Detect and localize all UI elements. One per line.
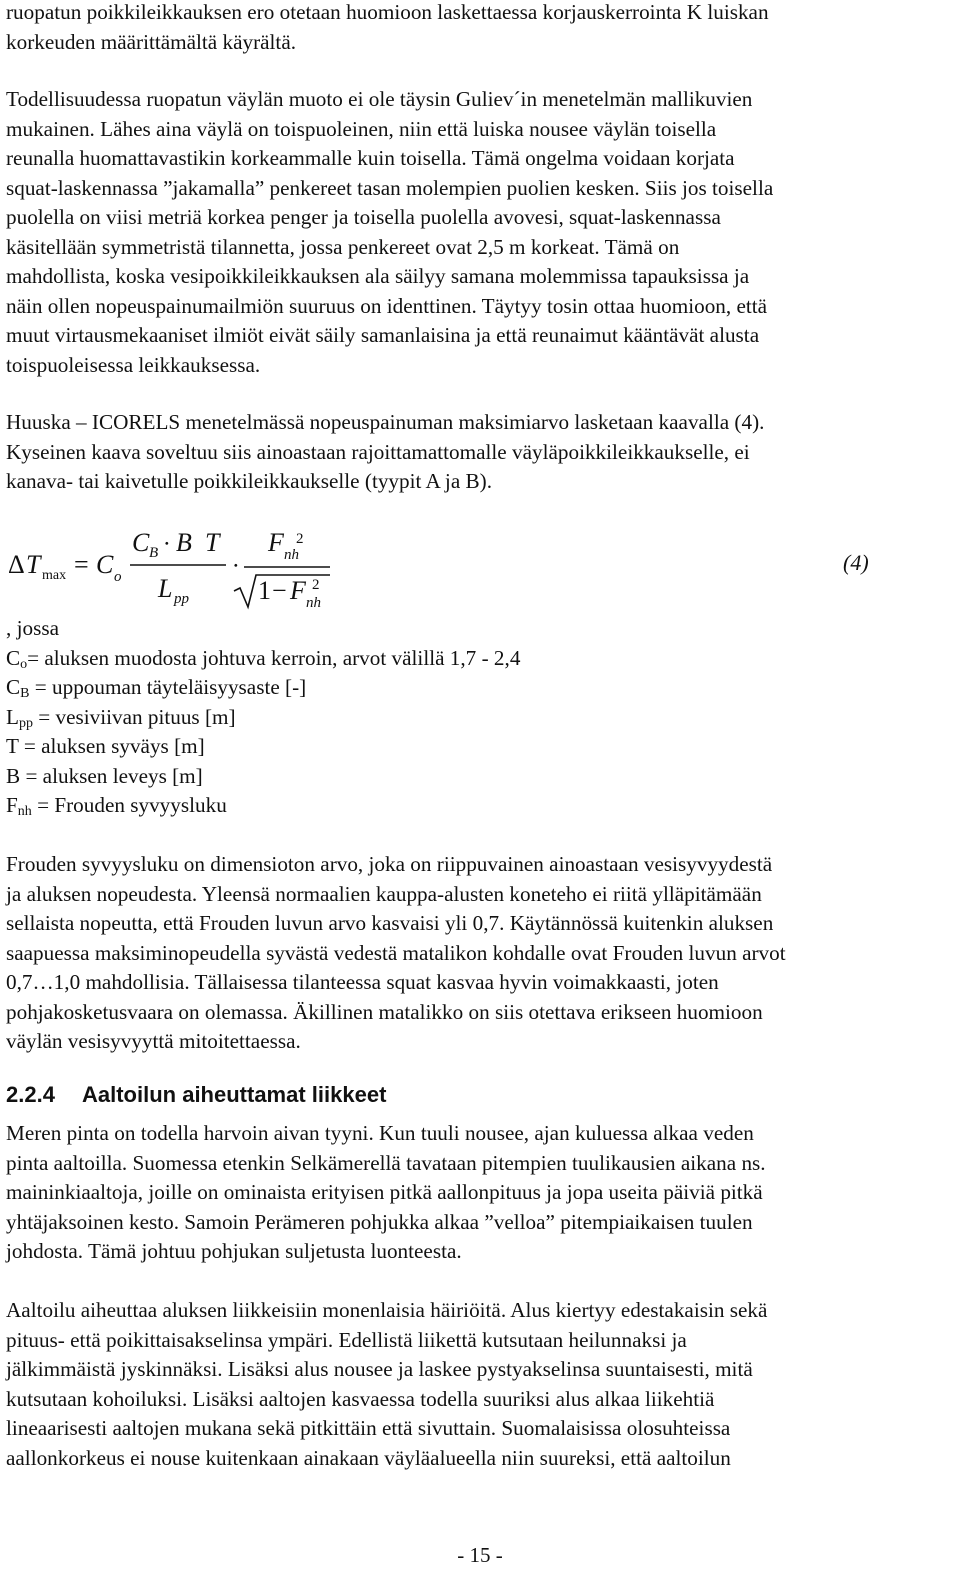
- text-line: Aaltoilu aiheuttaa aluksen liikkeisiin monenlaisia häiriöitä. Alus kiertyy edestakaisin sekä: [6, 1298, 768, 1322]
- text-line: ja aluksen nopeudesta. Yleensä normaalien kauppa-alusten koneteho ei riitä ylläpitämään: [6, 881, 762, 906]
- text-line: yhtäjaksoinen kesto. Samoin Perämeren pohjukka alkaa ”velloa” pitempiaikaisen tuulen: [6, 1209, 753, 1234]
- text-line: kanava- tai kaivetulle poikkileikkaukselle (tyypit A ja B).: [6, 469, 493, 493]
- text-line: maininkiaaltoja, joille on ominaista erityisen pitkä aallonpituus ja jopa useita päiviä pitkä: [6, 1180, 763, 1204]
- equation-number: (4): [843, 550, 869, 575]
- paragraph-correction-factor: [6, 0, 952, 57]
- formula-den2-one: 1: [258, 576, 271, 605]
- text-line: väylän vesisyvyyttä mitoitettaessa.: [6, 1029, 301, 1053]
- text-line: Kyseinen kaava soveltuu siis ainoastaan rajoittamattomalle väyläpoikkileikkaukselle, ei: [6, 439, 750, 464]
- text-line: sellaista nopeutta, että Frouden luvun arvo kasvaisi yli 0,7. Käytännössä kuitenkin aluksen: [6, 911, 774, 935]
- text-line: käsitellään symmetristä tilannetta, jossa penkereet ovat 2,5 m korkeat. Tämä on: [6, 234, 680, 259]
- formula-coef: C: [96, 550, 114, 579]
- text-line: kutsutaan kohoiluksi. Lisäksi aaltojen kasvaessa todella suuriksi alus alkaa liikehtiä: [6, 1386, 715, 1411]
- variable-definitions: [6, 614, 520, 821]
- formula-num1-b: B: [176, 528, 192, 557]
- formula-den2-minus: −: [272, 576, 287, 605]
- formula-num2-sub: nh: [284, 547, 299, 563]
- section-heading: [6, 1080, 386, 1110]
- text-line: muut virtausmekaaniset ilmiöt eivät säily samanlaisina ja että reunaimut kääntävät alusta: [6, 323, 760, 347]
- formula-den1: L: [158, 574, 173, 603]
- text-line: mukainen. Lähes aina väylä on toispuoleinen, niin että luiska nousee väylän toisella: [6, 116, 717, 141]
- text-line: pinta aaltoilla. Suomessa etenkin Selkämerellä tavataan pitempien tuulikausien aikana ns.: [6, 1150, 766, 1175]
- definition-item: $C_B$ = uppouman täyteläisyysaste [-]: [6, 675, 307, 701]
- formula-num1-c: C: [132, 528, 150, 557]
- formula-num1-dot: ⋅: [163, 531, 171, 556]
- text-line: toispuoleisessa leikkauksessa.: [6, 352, 261, 377]
- paragraph-ship-motions: [6, 1296, 952, 1473]
- text-line: Huuska – ICORELS menetelmässä nopeuspainuman maksimiarvo lasketaan kaavalla (4).: [6, 410, 765, 434]
- definitions-intro: , jossa: [6, 616, 59, 640]
- text-line: jälkimmäistä jyskinnäksi. Lisäksi alus nousee ja laskee pystyakselinsa suuntaisesti, mitä: [6, 1357, 753, 1381]
- text-line: pituus- että poikittaisakselinsa ympäri. Edellistä liikettä kutsutaan heilunnaksi ja: [6, 1327, 687, 1352]
- text-line: näin ollen nopeuspainumailmiön suuruus on identtinen. Täytyy tosin ottaa huomioon, että: [6, 293, 768, 318]
- text-line: aallonkorkeus ei nouse kuitenkaan ainakaan väyläalueella niin suureksi, että aaltoilun: [6, 1445, 731, 1470]
- text-line: reunalla huomattavastikin korkeammalle kuin toisella. Tämä ongelma voidaan korjata: [6, 146, 735, 170]
- text-line: puolella on viisi metriä korkea penger ja toisella puolella avovesi, squat-laskennassa: [6, 205, 721, 229]
- formula-den2-f: F: [290, 576, 306, 605]
- formula-equals: =: [74, 550, 89, 579]
- text-line: ruopatun poikkileikkauksen ero otetaan huomioon laskettaessa korjauskerrointa K luiskan: [6, 0, 769, 24]
- text-line: lineaarisesti aaltojen mukana sekä pitkittäin että sivuttain. Suomalaisissa olosuhteissa: [6, 1416, 731, 1440]
- text-line: Frouden syvyysluku on dimensioton arvo, joka on riippuvainen ainoastaan vesisyvyydestä: [6, 852, 773, 876]
- formula-num1-c-sub: B: [149, 545, 159, 561]
- text-line: Todellisuudessa ruopatun väylän muoto ei ole täysin Guliev´in menetelmän mallikuvien: [6, 87, 753, 111]
- text-line: saapuessa maksiminopeudella syvästä vedestä matalikon kohdalle ovat Frouden luvun arvot: [6, 940, 786, 965]
- text-line: 0,7…1,0 mahdollisia. Tällaisessa tilanteessa squat kasvaa hyvin voimakkaasti, joten: [6, 970, 719, 994]
- paragraph-froude-number: [6, 850, 952, 1057]
- formula-den2-sub: nh: [306, 595, 321, 611]
- definition-item: $L_{pp}$ = vesiviivan pituus [m]: [6, 704, 236, 731]
- formula-squat-max: [0, 525, 960, 615]
- formula-num2: F: [268, 528, 284, 557]
- text-line: johdosta. Tämä johtuu pohjukan suljetusta luonteesta.: [6, 1239, 462, 1263]
- definition-item: T = aluksen syväys [m]: [6, 734, 205, 758]
- section-number: 2.2.4: [6, 1082, 55, 1107]
- text-line: korkeuden määrittämältä käyrältä.: [6, 29, 297, 54]
- text-line: mahdollista, koska vesipoikkileikkauksen ala säilyy samana molemmissa tapauksissa ja: [6, 264, 750, 288]
- formula-num2-sup: 2: [296, 531, 304, 547]
- formula-lhs-sub: max: [42, 568, 67, 583]
- formula-lhs-var: T: [26, 550, 41, 579]
- definition-item: B = aluksen leveys [m]: [6, 763, 203, 788]
- paragraph-icorels-method: [6, 408, 952, 497]
- formula-times: ⋅: [232, 553, 240, 578]
- formula-num1-t: T: [205, 528, 220, 557]
- paragraph-channel-shape: [6, 85, 952, 380]
- definition-item: $C_o=$ aluksen muodosta johtuva kerroin, arvot välillä 1,7 - 2,4: [6, 645, 521, 672]
- text-line: squat-laskennassa ”jakamalla” penkereet tasan molempien puolien kesken. Siis jos toisella: [6, 175, 774, 200]
- paragraph-sea-waves: [6, 1119, 952, 1267]
- section-title: Aaltoilun aiheuttamat liikkeet: [82, 1082, 387, 1107]
- definition-item: $F_{nh}$ = Frouden syvyysluku: [6, 793, 227, 819]
- text-line: Meren pinta on todella harvoin aivan tyyni. Kun tuuli nousee, ajan kuluessa alkaa veden: [6, 1121, 754, 1145]
- formula-delta: Δ: [8, 550, 25, 579]
- formula-den1-sub: pp: [174, 591, 189, 607]
- text-line: pohjakosketusvaara on olemassa. Äkillinen matalikko on siis otettava erikseen huomioon: [6, 999, 763, 1024]
- formula-den2-sup: 2: [312, 577, 320, 593]
- page-number: - 15 -: [457, 1543, 503, 1567]
- formula-coef-sub: o: [114, 569, 122, 585]
